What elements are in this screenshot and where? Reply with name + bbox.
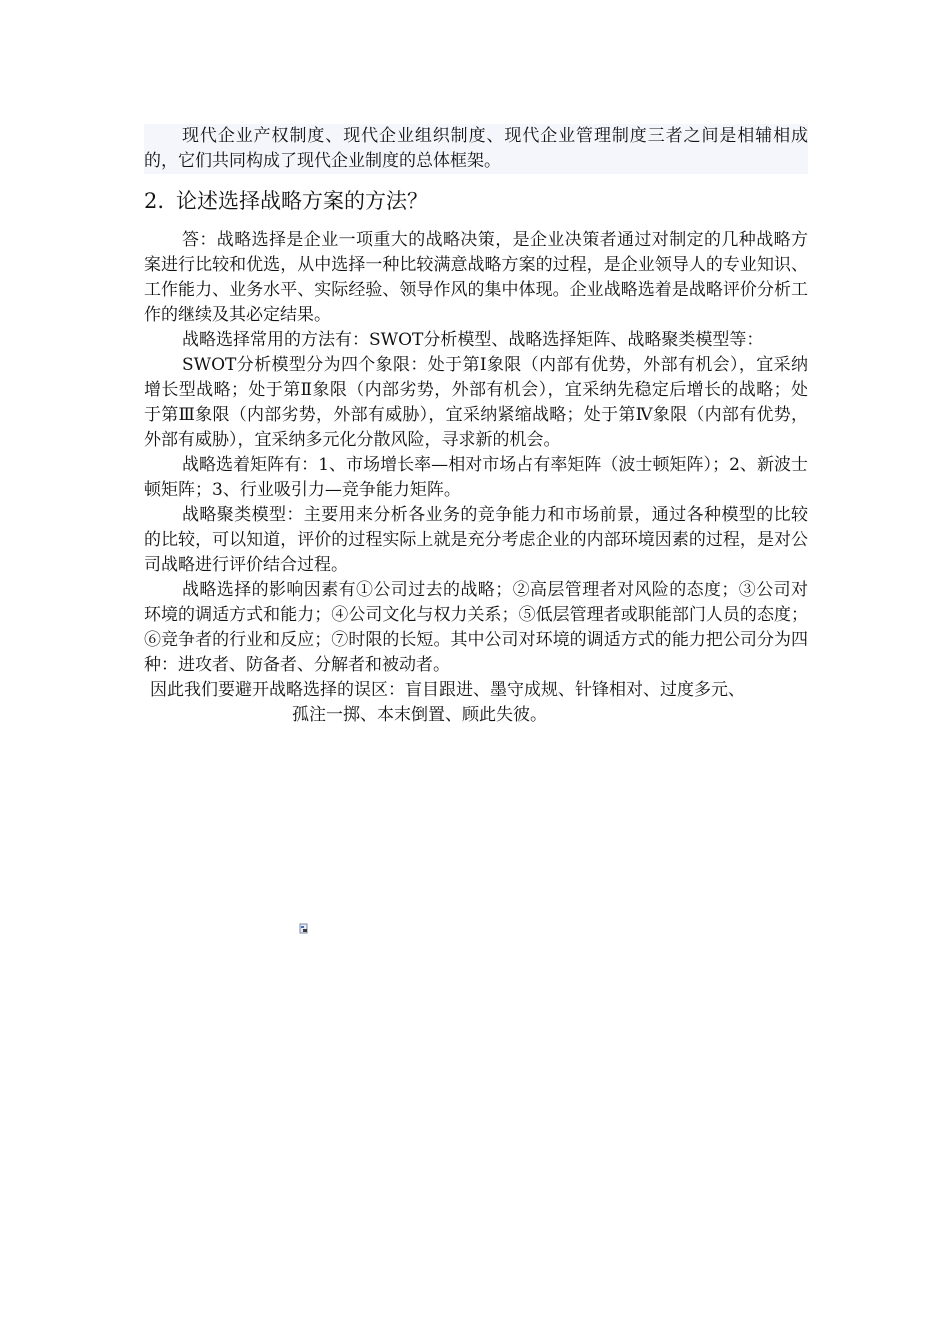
document-body [144,124,808,728]
paragraph-factors: 战略选择的影响因素有①公司过去的战略；②高层管理者对风险的态度；③公司对环境的调适方式和能力；④公司文化与权力关系；⑤低层管理者或职能部门人员的态度；⑥竞争者的行业和反应；⑦时限的长短。其中公司对环境的调适方式的能力把公司分为四种：进攻者、防备者、分解者和被动者。 [144,580,808,675]
question-title: 论述选择战略方案的方法？ [176,189,429,213]
paragraph-methods: 战略选择常用的方法有：SWOT分析模型、战略选择矩阵、战略聚类模型等： [182,330,764,350]
paragraph-cluster: 战略聚类模型：主要用来分析各业务的竞争能力和市场前景，通过各种模型的比较的比较，可以知道，评价的过程实际上就是充分考虑企业的内部环境因素的过程，是对公司战略进行评价结合过程。 [144,505,808,575]
closing-line-1: 因此我们要避开战略选择的误区：盲目跟进、墨守成规、针锋相对、过度多元、 [150,680,745,700]
question-heading [144,186,808,216]
closing-line-2: 孤注一掷、本末倒置、顾此失彼。 [292,705,547,725]
paragraph-answer: 答：战略选择是企业一项重大的战略决策，是企业决策者通过对制定的几种战略方案进行比较和优选，从中选择一种比较满意战略方案的过程，是企业领导人的专业知识、工作能力、业务水平、实际经验、领导作风的集中体现。企业战略选着是战略评价分析工作的继续及其必定结果。 [144,230,808,325]
paragraph-swot: SWOT分析模型分为四个象限：处于第Ⅰ象限（内部有优势，外部有机会），宜采纳增长型战略；处于第Ⅱ象限（内部劣势，外部有机会），宜采纳先稳定后增长的战略；处于第Ⅲ象限（内部劣势，外部有威胁），宜采纳紧缩战略；处于第Ⅳ象限（内部有优势，外部有威胁），宜采纳多元化分散风险，寻求新的机会。 [144,355,808,450]
image-placeholder-icon [299,919,309,930]
paragraph-matrix: 战略选着矩阵有：1、市场增长率—相对市场占有率矩阵（波士顿矩阵）；2、新波士顿矩阵；3、行业吸引力—竞争能力矩阵。 [144,455,808,500]
intro-paragraph: 现代企业产权制度、现代企业组织制度、现代企业管理制度三者之间是相辅相成的，它们共同构成了现代企业制度的总体框架。 [144,124,808,174]
question-number: 2. [144,189,165,213]
